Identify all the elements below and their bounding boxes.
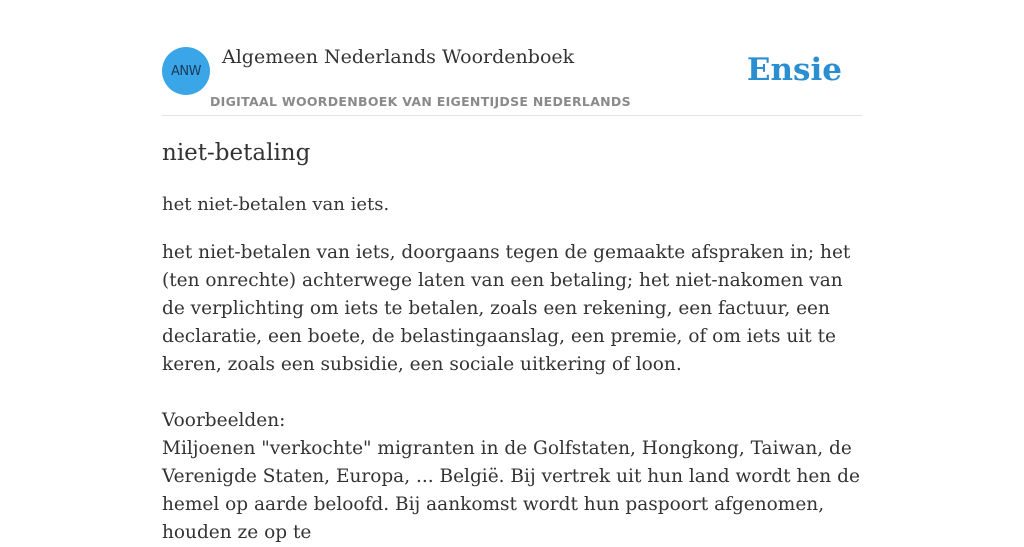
site-title-link[interactable]: Algemeen Nederlands Woordenboek — [222, 46, 575, 68]
content-container — [162, 0, 862, 543]
entry-body — [162, 239, 862, 547]
paragraph-spacer — [162, 379, 862, 407]
examples-label: Voorbeelden: — [162, 410, 286, 431]
full-definition: het niet-betalen van iets, doorgaans tegen de gemaakte afspraken in; het (ten onrechte) achterwege laten van een betaling; het niet-nakomen van de verplichting om iets te betalen, zoals een rekening, een factuur, een declaratie, een boete, de belastingaanslag, een premie, of om iets uit te keren, zoals een subsidie, een sociale uitkering of loon. — [162, 242, 851, 375]
logo-text: ANW — [171, 63, 201, 79]
anw-logo[interactable] — [162, 47, 210, 95]
site-subtitle: DIGITAAL WOORDENBOEK VAN EIGENTIJDSE NEDERLANDS — [210, 94, 631, 109]
entry-headword: niet-betaling — [162, 140, 311, 166]
site-header — [162, 0, 862, 116]
ensie-brand-link[interactable]: Ensie — [746, 52, 842, 88]
example-text: Miljoenen "verkochte" migranten in de Golfstaten, Hongkong, Taiwan, de Verenigde Staten, Europa, ... België. Bij vertrek uit hun land wordt hen de hemel op aarde beloofd. Bij aankomst wordt hun paspoort afgenomen, houden ze op te — [162, 438, 860, 543]
short-definition: het niet-betalen van iets. — [162, 194, 390, 215]
